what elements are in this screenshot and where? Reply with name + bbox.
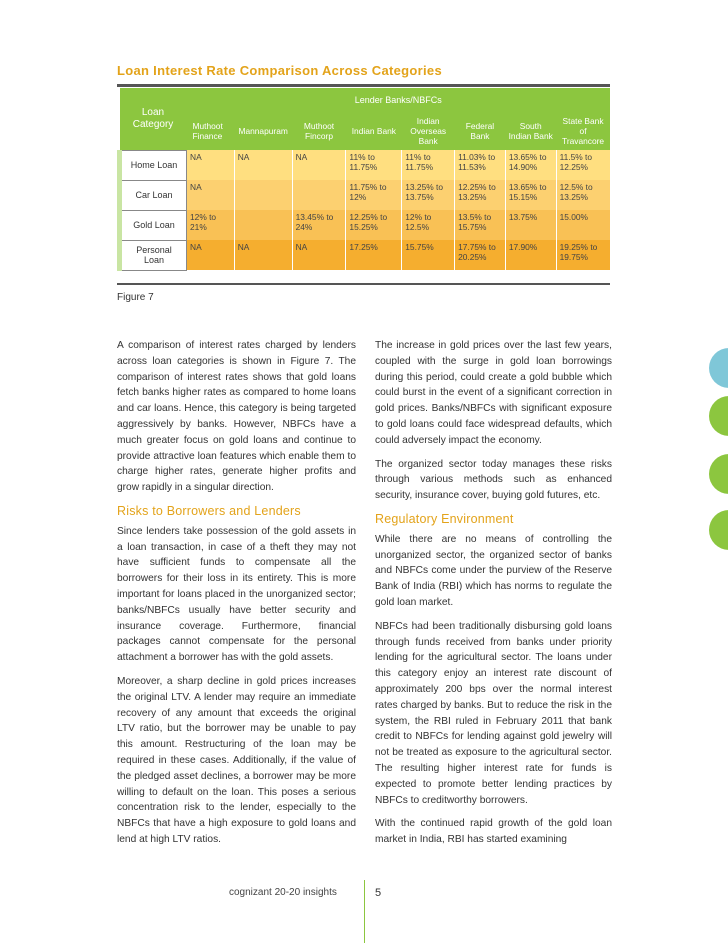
table-cell: 13.65% to 14.90% [505,150,556,180]
bank-muthoot-fincorp: Muthoot Fincorp [292,112,346,150]
table-cell: 11.75% to 12% [346,180,402,210]
page-number: 5 [375,887,382,899]
table-cell: 17.25% [346,240,402,270]
table-cell: 13.75% [505,210,556,240]
bank-names-row [120,112,611,150]
title-rule [117,84,610,87]
table-cell: 13.25% to 13.75% [402,180,455,210]
decorative-circle-blue [709,348,728,388]
table-cell: NA [187,150,235,180]
table-cell: 11.03% to 11.53% [455,150,506,180]
table-cell: 12.5% to 13.25% [556,180,610,210]
paragraph: With the continued rapid growth of the gold loan market in India, RBI has started examining [375,818,612,846]
footer-text: cognizant 20-20 insights [229,887,337,898]
table-cell: NA [292,150,346,180]
table-cell: NA [292,240,346,270]
section-heading-regulatory: Regulatory Environment [375,511,514,526]
table-cell: 12% to 12.5% [402,210,455,240]
decorative-circle-green [709,510,728,550]
table-cell [234,210,292,240]
table-cell: 17.90% [505,240,556,270]
row-label-car-loan: Car Loan [120,180,187,210]
table-cell: 17.75% to 20.25% [455,240,506,270]
paragraph: A comparison of interest rates charged by lenders across loan categories is shown in Figure 7. The comparison of interest rates shows that gold loans fetch banks higher rates as compared to home loans and car loans. Hence, this category is being targeted aggressively by banks. However, NBFCs have a much greater focus on gold loans and continue to provide attractive loan features which enable them to charge higher rates, generate higher profits and grow rapidly in a singular direction. [117,340,356,494]
bank-state-bank-travancore: State Bank of Travancore [556,112,610,150]
table-cell: NA [187,240,235,270]
table-cell [292,180,346,210]
bank-indian-overseas: Indian Overseas Bank [402,112,455,150]
paragraph: While there are no means of controlling the unorganized sector, the organized sector of banks and NBFCs come under the purview of the Reserve Bank of India (RBI) which has norms to regulate the gold loan market. [375,533,612,608]
rate-comparison-table [117,88,610,271]
paragraph: The increase in gold prices over the last few years, coupled with the surge in gold loan borrowings during this period, could create a gold bubble which could burst in the event of a significant correction in gold prices. Banks/NBFCs with significant exposure to gold loans could face widespread defaults, which could adversely impact the economy. [375,340,612,446]
figure-caption: Figure 7 [117,292,154,303]
decorative-circle-green [709,454,728,494]
table-bottom-rule [117,283,610,285]
table-cell: 12.25% to 13.25% [455,180,506,210]
row-label-home-loan: Home Loan [120,150,187,180]
table-row [120,180,611,210]
table-cell: 13.45% to 24% [292,210,346,240]
table-cell: 12.25% to 15.25% [346,210,402,240]
paragraph: Moreover, a sharp decline in gold prices increases the original LTV. A lender may require an immediate recovery of any amount that exceeds the original LTV ratio, but the borrower may be unable to pay this amount. Restructuring of the loan may be required in these cases. Additionally, if the value of the pledged asset declines, a borrower may be more willing to default on the loan. This poses a serious concentration risk to the lender, especially to the NBFCs that have a high exposure to gold loans and lend at high LTV ratios. [117,675,356,845]
table-row [120,150,611,180]
table-cell [234,180,292,210]
table-cell: 15.00% [556,210,610,240]
table-row [120,210,611,240]
paragraph: The organized sector today manages these risks through various methods such as enhanced security, insurance cover, buying gold futures, etc. [375,458,612,502]
table-row [120,240,611,270]
bank-indian-bank: Indian Bank [346,112,402,150]
bank-mannapuram: Mannapuram [234,112,292,150]
table-cell: NA [187,180,235,210]
table-cell: 19.25% to 19.75% [556,240,610,270]
table-cell: 13.5% to 15.75% [455,210,506,240]
paragraph: NBFCs had been traditionally disbursing gold loans through funds received from banks under priority lending for the agricultural sector. The loans under this category enjoy an interest rate discount of approximately 200 bps over the normal interest rates charged by banks. But to reduce the risk in the system, the RBI ruled in February 2011 that bank credit to NBFCs for lending against gold jewelry will not be treated as exposure to the agricultural sector. The resulting higher interest rate for funds is expected to promote better lending practices by NBFCs to creditworthy borrowers. [375,620,612,806]
table-cell: 13.65% to 15.15% [505,180,556,210]
row-label-gold-loan: Gold Loan [120,210,187,240]
footer-divider [364,880,365,943]
table-cell: 11% to 11.75% [346,150,402,180]
bank-federal: Federal Bank [455,112,506,150]
table-cell: 11.5% to 12.25% [556,150,610,180]
right-column [375,338,612,856]
table-cell: 15.75% [402,240,455,270]
row-label-personal-loan: Personal Loan [120,240,187,270]
table-cell: 12% to 21% [187,210,235,240]
loan-category-header: Loan Category [120,88,187,150]
decorative-circle-green [709,396,728,436]
table-cell: 11% to 11.75% [402,150,455,180]
page-title: Loan Interest Rate Comparison Across Categories [117,63,442,78]
table-cell: NA [234,240,292,270]
table-header-row [120,88,611,112]
table-cell: NA [234,150,292,180]
bank-muthoot-finance: Muthoot Finance [187,112,235,150]
section-heading-risks: Risks to Borrowers and Lenders [117,503,301,518]
left-column [117,338,356,856]
bank-south-indian: South Indian Bank [505,112,556,150]
lender-header: Lender Banks/NBFCs [187,88,610,112]
paragraph: Since lenders take possession of the gold assets in a loan transaction, in case of a theft they may not have sufficient funds to compensate all the borrowers for their loss in its entirety. This is more important for loans placed in the unorganized sector; banks/NBFCs usually have better security and insurance coverage. Furthermore, financial packages cannot compensate for the personal attachment a borrower has with the gold assets. [117,525,356,664]
